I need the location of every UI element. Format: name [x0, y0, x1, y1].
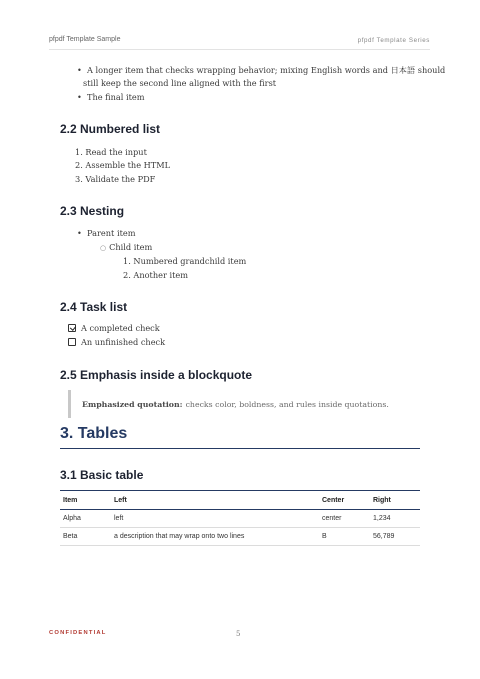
table-cell: 1,234 [373, 515, 391, 522]
table-cell: a description that may wrap onto two lines [114, 533, 245, 540]
confidential-label: CONFIDENTIAL [49, 630, 107, 636]
table-header-row [60, 491, 420, 510]
bullet-icon: • [77, 92, 82, 102]
section-heading-tasks: 2.4 Task list [60, 300, 128, 314]
list-item-text: Parent item [87, 228, 136, 238]
list-item-grandchild: 1. Numbered grandchild item [123, 256, 247, 266]
table-cell: center [322, 515, 342, 522]
blockquote [68, 390, 420, 418]
list-item-continuation: still keep the second line aligned with the first [83, 78, 277, 88]
list-item [77, 63, 445, 77]
blockquote-text: checks color, boldness, and rules inside quotations. [185, 399, 389, 409]
blockquote-emphasis: Emphasized quotation: [82, 399, 183, 409]
list-item-parent [77, 226, 135, 240]
section-heading-numbered: 2.2 Numbered list [60, 122, 161, 136]
unchecked-checkbox-icon[interactable] [68, 338, 76, 346]
chapter-heading-tables: 3. Tables [60, 425, 128, 442]
hollow-bullet-icon: ○ [100, 244, 107, 252]
table-row [60, 528, 420, 546]
column-header: Center [322, 496, 345, 504]
table-cell: B [322, 533, 327, 540]
table-cell: Alpha [63, 515, 81, 522]
list-item-child [100, 240, 152, 255]
bullet-icon: • [77, 65, 82, 75]
task-label: A completed check [81, 323, 160, 333]
list-item-grandchild: 2. Another item [123, 270, 188, 280]
column-header: Right [373, 496, 391, 504]
basic-table [60, 490, 420, 546]
page-number: 5 [236, 630, 241, 638]
task-label: An unfinished check [81, 337, 166, 347]
section-heading-emphasis: 2.5 Emphasis inside a blockquote [60, 368, 253, 382]
list-item-text: Child item [109, 242, 153, 252]
running-header-series: pfpdf Template Series [357, 37, 430, 44]
table-cell: 56,789 [373, 533, 395, 540]
section-heading-nesting: 2.3 Nesting [60, 204, 125, 218]
chapter-heading-rule [60, 448, 420, 449]
checked-checkbox-icon[interactable] [68, 324, 76, 332]
table-cell: Beta [63, 533, 78, 540]
table-row [60, 510, 420, 528]
numbered-item: 1. Read the input [75, 147, 147, 157]
section-heading-basic-table: 3.1 Basic table [60, 468, 144, 482]
column-header: Item [63, 496, 78, 504]
list-item-text: The final item [87, 92, 145, 102]
running-header-title: pfpdf Template Sample [49, 36, 121, 43]
table-cell: left [114, 515, 124, 522]
numbered-item: 2. Assemble the HTML [75, 160, 171, 170]
task-item [68, 323, 160, 333]
bullet-icon: • [77, 228, 82, 238]
column-header: Left [114, 496, 127, 504]
list-item-text: A longer item that checks wrapping behavior; mixing English words and 日本語 should [87, 65, 446, 75]
numbered-item: 3. Validate the PDF [75, 174, 156, 184]
task-item [68, 337, 165, 347]
list-item [77, 90, 145, 104]
header-rule [49, 49, 430, 50]
